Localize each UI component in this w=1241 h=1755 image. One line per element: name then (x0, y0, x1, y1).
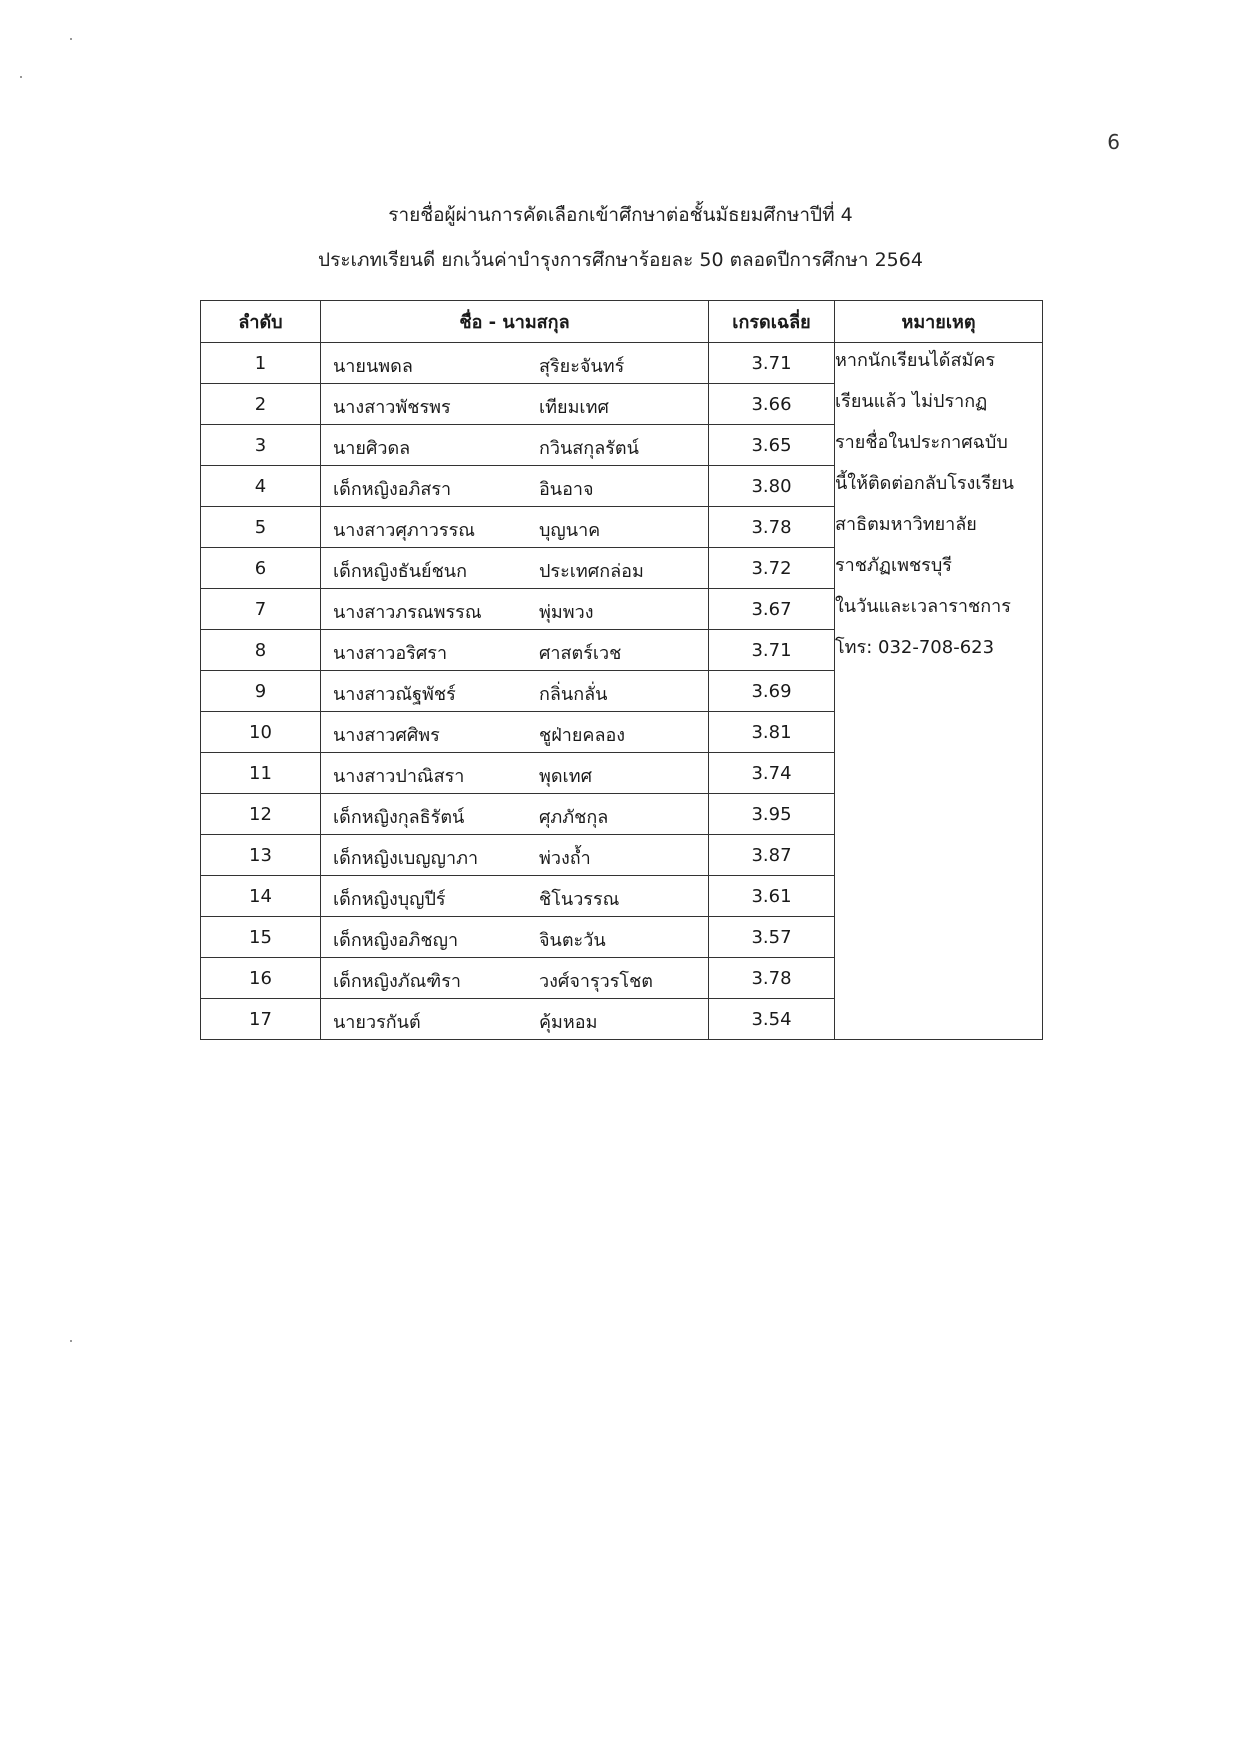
student-name-cell (321, 958, 709, 999)
student-first-name: เด็กหญิงบุญปีร์ (333, 889, 446, 910)
gpa-value: 3.72 (709, 548, 835, 589)
student-first-name: นายวรกันต์ (333, 1012, 421, 1033)
student-first-name: นางสาวปาณิสรา (333, 766, 465, 787)
student-name-cell (321, 466, 709, 507)
row-number: 17 (201, 999, 321, 1040)
gpa-value: 3.61 (709, 876, 835, 917)
student-name-cell (321, 876, 709, 917)
student-last-name: พุ่มพวง (539, 602, 594, 623)
row-number: 4 (201, 466, 321, 507)
student-name-cell (321, 507, 709, 548)
remark-line: โทร: 032-708-623 (835, 637, 995, 658)
gpa-value: 3.71 (709, 630, 835, 671)
student-last-name: ศาสตร์เวช (539, 643, 622, 664)
remark-line: รายชื่อในประกาศฉบับ (835, 432, 1008, 453)
student-first-name: นางสาวพัชรพร (333, 397, 451, 418)
student-first-name: นางสาวณัฐพัชร์ (333, 684, 456, 705)
table-header-row (201, 301, 1043, 343)
student-first-name: นางสาวอริศรา (333, 643, 448, 664)
scan-speck (20, 76, 22, 78)
row-number: 11 (201, 753, 321, 794)
student-first-name: เด็กหญิงอภิสรา (333, 479, 452, 500)
row-number: 16 (201, 958, 321, 999)
student-name-cell (321, 548, 709, 589)
student-first-name: นางสาวศุภาวรรณ (333, 520, 475, 541)
header-note: หมายเหตุ (835, 301, 1043, 343)
student-last-name: พุดเทศ (539, 766, 592, 787)
student-name-cell (321, 589, 709, 630)
gpa-value: 3.78 (709, 958, 835, 999)
document-title: รายชื่อผู้ผ่านการคัดเลือกเข้าศึกษาต่อชั้นมัธยมศึกษาปีที่ 4 (388, 204, 853, 226)
student-last-name: อินอาจ (539, 479, 594, 500)
gpa-value: 3.71 (709, 343, 835, 384)
student-name-cell (321, 917, 709, 958)
student-first-name: นางสาวภรณพรรณ (333, 602, 482, 623)
remark-line: สาธิตมหาวิทยาลัย (835, 514, 977, 535)
gpa-value: 3.57 (709, 917, 835, 958)
remark-line: เรียนแล้ว ไม่ปรากฏ (835, 391, 988, 412)
page-number: 6 (1107, 130, 1120, 154)
row-number: 6 (201, 548, 321, 589)
student-last-name: ชิโนวรรณ (539, 889, 620, 910)
student-first-name: เด็กหญิงอภิชญา (333, 930, 459, 951)
student-last-name: ประเทศกล่อม (539, 561, 644, 582)
row-number: 12 (201, 794, 321, 835)
header-name: ชื่อ - นามสกุล (321, 301, 709, 343)
remark-line: หากนักเรียนได้สมัคร (835, 350, 996, 371)
student-first-name: นายศิวดล (333, 438, 411, 459)
student-first-name: เด็กหญิงกุลธิรัตน์ (333, 807, 465, 828)
scan-speck (70, 1340, 72, 1342)
student-last-name: วงศ์จารุวรโชต (539, 971, 653, 992)
student-name-cell (321, 835, 709, 876)
table-body (201, 343, 1043, 1040)
results-table (200, 300, 1043, 1040)
student-name-cell (321, 671, 709, 712)
gpa-value: 3.87 (709, 835, 835, 876)
remark-line: ในวันและเวลาราชการ (835, 596, 1011, 617)
student-name-cell (321, 999, 709, 1040)
header-no: ลำดับ (201, 301, 321, 343)
gpa-value: 3.65 (709, 425, 835, 466)
student-name-cell (321, 630, 709, 671)
student-last-name: จินตะวัน (539, 930, 606, 951)
student-name-cell (321, 753, 709, 794)
row-number: 9 (201, 671, 321, 712)
student-last-name: คุ้มหอม (539, 1012, 598, 1033)
row-number: 2 (201, 384, 321, 425)
student-last-name: พ่วงถ้ำ (539, 848, 591, 869)
student-last-name: สุริยะจันทร์ (539, 356, 625, 377)
document-subtitle: ประเภทเรียนดี ยกเว้นค่าบำรุงการศึกษาร้อยละ 50 ตลอดปีการศึกษา 2564 (318, 249, 923, 271)
row-number: 15 (201, 917, 321, 958)
row-number: 3 (201, 425, 321, 466)
student-last-name: ศุภภัชกุล (539, 807, 609, 828)
table-row (201, 343, 1043, 384)
scan-speck (70, 38, 72, 40)
row-number: 1 (201, 343, 321, 384)
student-name-cell (321, 712, 709, 753)
gpa-value: 3.95 (709, 794, 835, 835)
gpa-value: 3.81 (709, 712, 835, 753)
student-first-name: เด็กหญิงภัณฑิรา (333, 971, 462, 992)
gpa-value: 3.67 (709, 589, 835, 630)
row-number: 5 (201, 507, 321, 548)
student-first-name: เด็กหญิงเบญญาภา (333, 848, 479, 869)
gpa-value: 3.78 (709, 507, 835, 548)
row-number: 7 (201, 589, 321, 630)
remark-line: ราชภัฏเพชรบุรี (835, 555, 952, 576)
student-last-name: กลิ่นกลั่น (539, 684, 608, 705)
header-gpa: เกรดเฉลี่ย (709, 301, 835, 343)
student-name-cell (321, 794, 709, 835)
remarks-cell (835, 343, 1043, 1040)
student-first-name: เด็กหญิงธันย์ชนก (333, 561, 467, 582)
student-last-name: เทียมเทศ (539, 397, 609, 418)
row-number: 14 (201, 876, 321, 917)
student-last-name: กวินสกุลรัตน์ (539, 438, 639, 459)
student-name-cell (321, 343, 709, 384)
gpa-value: 3.74 (709, 753, 835, 794)
student-last-name: บุญนาค (539, 520, 601, 541)
gpa-value: 3.54 (709, 999, 835, 1040)
gpa-value: 3.66 (709, 384, 835, 425)
gpa-value: 3.69 (709, 671, 835, 712)
remark-line: นี้ให้ติดต่อกลับโรงเรียน (835, 473, 1014, 494)
row-number: 13 (201, 835, 321, 876)
gpa-value: 3.80 (709, 466, 835, 507)
student-last-name: ชูฝ่ายคลอง (539, 725, 626, 746)
student-first-name: นายนพดล (333, 356, 413, 377)
student-name-cell (321, 384, 709, 425)
student-name-cell (321, 425, 709, 466)
row-number: 10 (201, 712, 321, 753)
student-first-name: นางสาวศศิพร (333, 725, 440, 746)
row-number: 8 (201, 630, 321, 671)
